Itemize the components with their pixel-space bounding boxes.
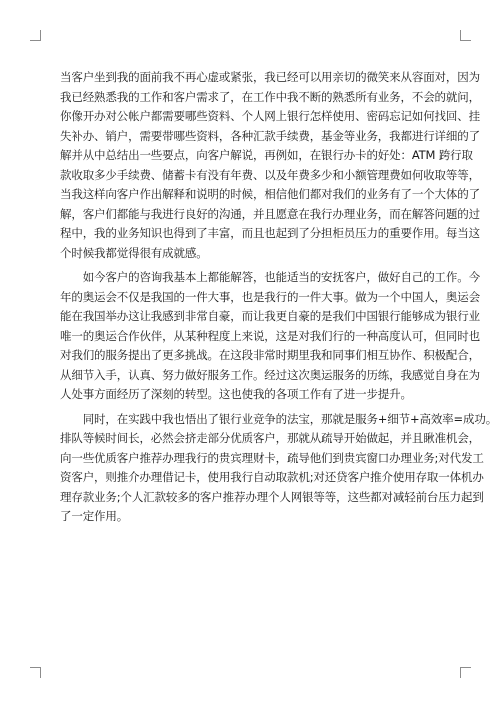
text-line: 如今客户的咨询我基本上都能解答，也能适当的安抚客户，做好自己的工作。今	[60, 270, 480, 284]
text-line: 唯一的奥运合作伙伴，从某种程度上来说，这是对我们行的一种高度认可，但同时也	[60, 328, 480, 343]
text-line: 解并从中总结出一些要点，向客户解说，再例如，在银行办卡的好处：ATM 跨行取	[60, 148, 473, 162]
text-line: 了一定作用。	[60, 509, 129, 523]
crop-mark-bottom-left	[30, 667, 41, 678]
text-line: 年的奥运会不仅是我国的一件大事，也是我行的一件大事。做为一个中国人，奥运会	[60, 289, 480, 304]
text-line: 排队等候时间长，必然会挤走部分优质客户，那就从疏导开始做起，并且瞅准机会，	[60, 431, 480, 445]
text-line: 当我这样向客户作出解释和说明的时候，相信他们都对我们的业务有了一个大体的了	[60, 187, 480, 201]
text-line: 款收取多少手续费、储蓄卡有没有年费、以及年费多少和小额管理费如何收取等等，	[60, 167, 480, 182]
text-line: 能在我国举办这让我感到非常自豪，而让我更自豪的是我们中国银行能够成为银行业	[60, 309, 480, 323]
text-line: 当客户坐到我的面前我不再心虚或紧张，我已经可以用亲切的微笑来从容面对，因为	[60, 70, 480, 84]
text-line: 你像开办对公帐户都需要哪些资料、个人网上银行怎样使用、密码忘记如何找回、挂	[60, 109, 480, 123]
paragraph-2	[60, 268, 480, 405]
text-line: 人处事方面经历了深刻的转型。这也使我的各项工作有了进一步提升。	[60, 387, 412, 401]
crop-mark-top-right	[460, 30, 471, 41]
text-line: 资客户，则推介办理借记卡，使用我行自动取款机;对还贷客户推介使用存取一体机办	[60, 470, 484, 484]
paragraph-3	[60, 410, 498, 527]
text-line: 我已经熟悉我的工作和客户需求了，在工作中我不断的熟悉所有业务，不会的就问，	[60, 89, 480, 104]
text-line: 理存款业务;个人汇款较多的客户推荐办理个人网银等等，这些都对减轻前台压力起到	[60, 489, 484, 504]
text-line: 同时，在实践中我也悟出了银行业竞争的法宝，那就是服务+细节+高效率=成功。	[60, 411, 498, 426]
crop-mark-bottom-right	[460, 667, 471, 678]
text-line: 个时候我都觉得很有成就感。	[60, 245, 208, 260]
crop-mark-top-left	[30, 30, 41, 41]
text-line: 程中，我的业务知识也得到了丰富，而且也起到了分担柜员压力的重要作用。每当这	[60, 226, 480, 240]
text-line: 从细节入手，认真、努力做好服务工作。经过这次奥运服务的历练，我感觉自身在为	[60, 367, 480, 382]
document-body	[60, 68, 498, 527]
paragraph-1	[60, 68, 480, 263]
text-line: 对我们的服务提出了更多挑战。在这段非常时期里我和同事们相互协作、积极配合，	[60, 348, 480, 362]
text-line: 失补办、销户，需要带哪些资料，各种汇款手续费，基金等业务，我都进行详细的了	[60, 128, 480, 143]
text-line: 向一些优质客户推荐办理我行的贵宾理财卡，疏导他们到贵宾窗口办理业务;对代发工	[60, 450, 484, 465]
text-line: 解，客户们都能与我进行良好的沟通，并且愿意在我行办理业务，而在解答问题的过	[60, 206, 480, 221]
